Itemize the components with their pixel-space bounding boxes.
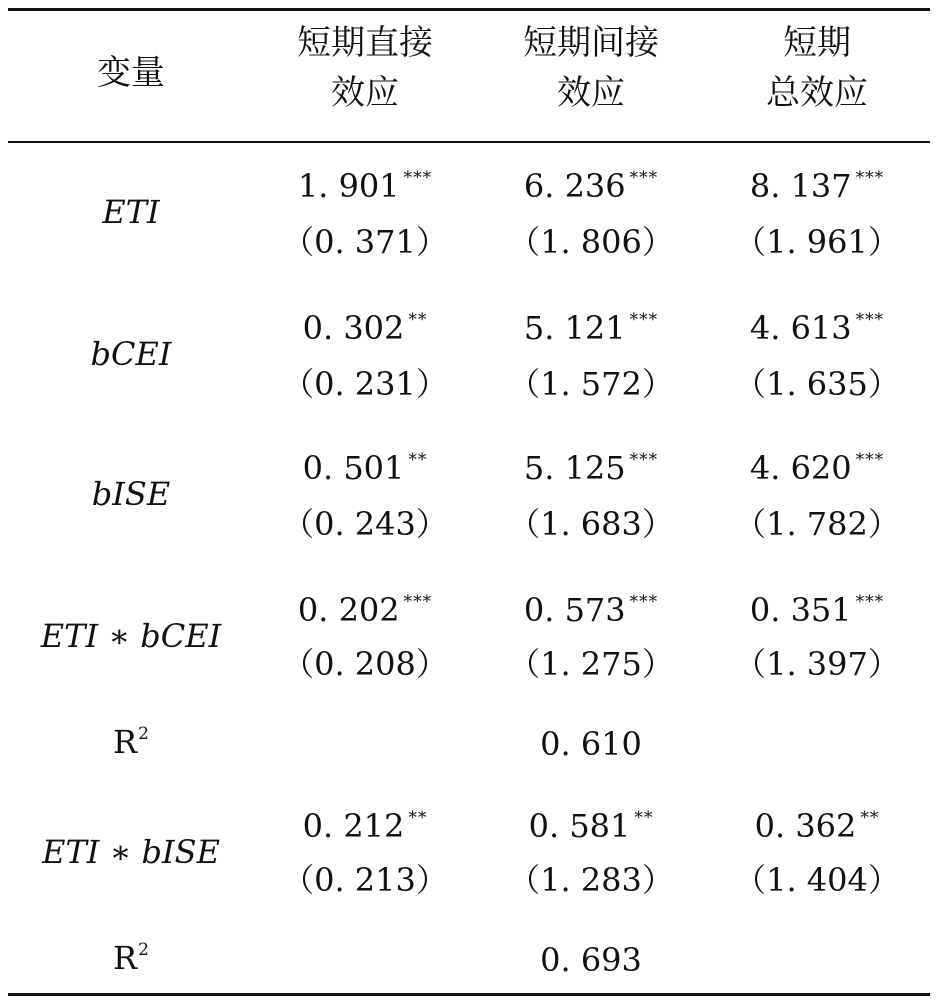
coef-value: 5. 125 [523,449,626,487]
significance-stars: *** [855,310,885,330]
se-indirect: （1. 683） [508,505,674,543]
se-direct: （0. 231） [282,365,448,403]
coef-value: 0. 581 [528,807,631,845]
significance-stars: ** [408,808,428,828]
se-direct: （0. 243） [282,505,448,543]
coef-direct [254,449,476,487]
header-direct-line1: 短期直接 [297,23,433,63]
table-top-rule [8,8,930,11]
row-variable: ETI ∗ bISE [42,833,220,871]
significance-stars: *** [629,310,659,330]
r-squared-label [20,939,242,977]
coef-value: 0. 573 [523,591,626,629]
se-total: （1. 404） [734,861,900,899]
r-squared-letter: R [113,939,138,977]
coef-value: 8. 137 [749,167,852,205]
header-total-line2: 总效应 [766,73,868,113]
coef-total [706,591,928,629]
table-bottom-rule [8,993,930,996]
coef-value: 0. 362 [754,807,857,845]
significance-stars: *** [855,592,885,612]
significance-stars: *** [855,168,885,188]
se-total: （1. 397） [734,645,900,683]
coef-indirect [480,309,702,347]
header-variable: 变量 [97,53,165,93]
header-indirect-line2: 效应 [557,73,625,113]
r-squared-letter: R [113,723,138,761]
r-squared-value: 0. 693 [540,941,642,979]
significance-stars: *** [629,450,659,470]
coef-value: 0. 212 [302,807,405,845]
coef-direct [254,309,476,347]
significance-stars: ** [408,450,428,470]
significance-stars: ** [408,310,428,330]
header-direct-effect [254,18,476,118]
significance-stars: *** [855,450,885,470]
header-indirect-line1: 短期间接 [523,23,659,63]
row-variable: bISE [91,475,171,513]
coef-direct [254,167,476,205]
row-variable: bCEI [90,335,172,373]
se-total: （1. 961） [734,223,900,261]
significance-stars: *** [629,168,659,188]
r-squared-label [20,723,242,761]
significance-stars: ** [634,808,654,828]
r-squared-exponent: 2 [138,724,149,744]
coef-value: 6. 236 [523,167,626,205]
coef-value: 0. 501 [302,449,405,487]
significance-stars: ** [860,808,880,828]
coef-indirect [480,807,702,845]
coef-value: 5. 121 [523,309,626,347]
coef-indirect [480,167,702,205]
se-direct: （0. 213） [282,861,448,899]
coef-value: 0. 351 [749,591,852,629]
coef-value: 0. 202 [297,591,400,629]
se-direct: （0. 371） [282,223,448,261]
row-variable: ETI [102,193,160,231]
se-indirect: （1. 572） [508,365,674,403]
coef-direct [254,807,476,845]
se-indirect: （1. 275） [508,645,674,683]
se-total: （1. 782） [734,505,900,543]
se-direct: （0. 208） [282,645,448,683]
r-squared-exponent: 2 [138,940,149,960]
significance-stars: *** [403,592,433,612]
coef-total [706,449,928,487]
header-direct-line2: 效应 [331,73,399,113]
se-indirect: （1. 283） [508,861,674,899]
se-indirect: （1. 806） [508,223,674,261]
coef-value: 4. 613 [749,309,852,347]
coef-total [706,309,928,347]
coef-direct [254,591,476,629]
header-total-effect [706,18,928,118]
significance-stars: *** [403,168,433,188]
row-variable: ETI ∗ bCEI [40,617,222,655]
header-indirect-effect [480,18,702,118]
coef-value: 4. 620 [749,449,852,487]
coef-indirect [480,591,702,629]
coef-value: 0. 302 [302,309,405,347]
header-total-line1: 短期 [783,23,851,63]
coef-indirect [480,449,702,487]
se-total: （1. 635） [734,365,900,403]
significance-stars: *** [629,592,659,612]
coef-total [706,807,928,845]
coef-total [706,167,928,205]
r-squared-value: 0. 610 [540,725,642,763]
coef-value: 1. 901 [297,167,400,205]
table-header-rule [8,141,930,143]
